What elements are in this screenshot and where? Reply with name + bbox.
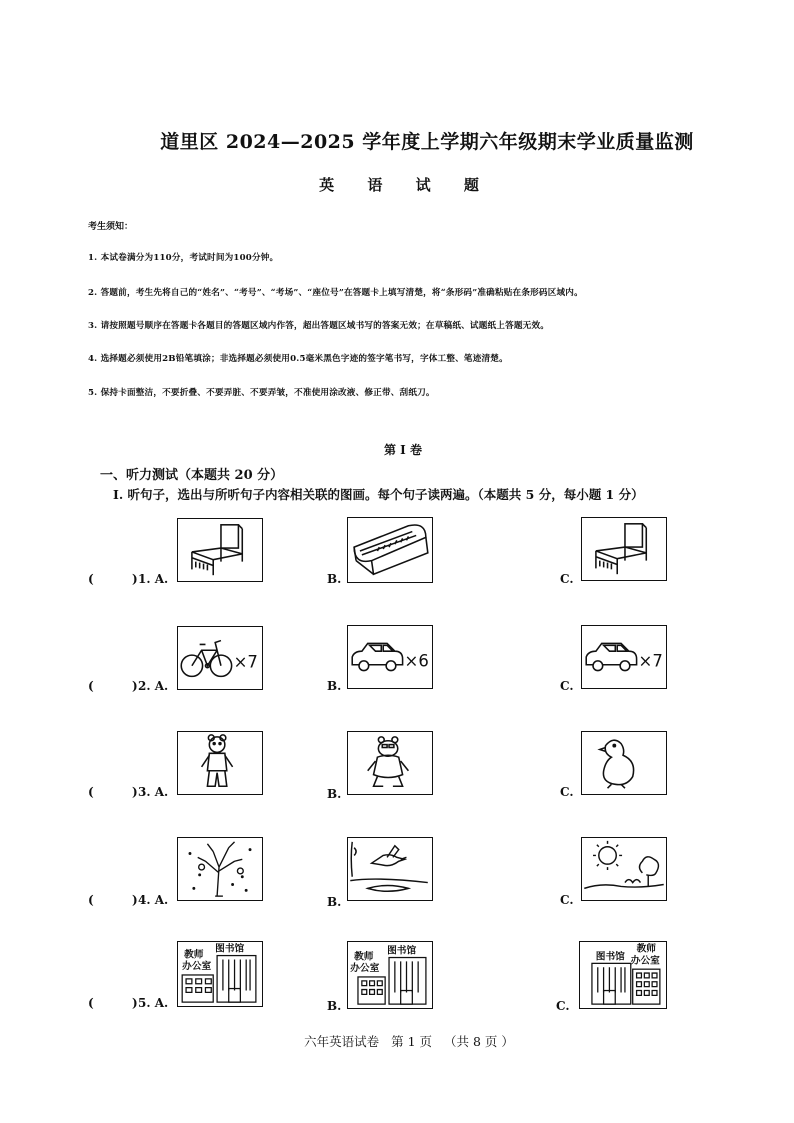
option-a-label: 2. A. <box>138 679 169 693</box>
office-label-b: 办公室 <box>630 955 660 967</box>
car-icon[interactable] <box>581 625 667 689</box>
option-a-label: 1. A. <box>138 572 169 586</box>
notice-item: 1. 本试卷满分为110分，考试时间为100分钟。 <box>88 253 279 263</box>
option-b-label: B. <box>327 895 342 909</box>
answer-paren-close: ) <box>132 572 138 586</box>
buildings-icon[interactable] <box>347 941 433 1009</box>
office-label-b: 办公室 <box>350 963 380 975</box>
multiplier-text: ×7 <box>638 651 663 671</box>
option-a-label: 3. A. <box>138 785 169 799</box>
option-c-label: C. <box>560 679 574 693</box>
option-b-label: B. <box>327 787 342 801</box>
option-a-label: 4. A. <box>138 893 169 907</box>
notice-item: 4. 选择题必须使用2B铅笔填涂；非选择题必须使用0.5毫米黑色字迹的签字笔书写，字体工整、笔迹清楚。 <box>88 354 508 364</box>
buildings-icon[interactable] <box>579 941 667 1009</box>
bear-standing-icon[interactable] <box>177 731 263 795</box>
multiplier-text: ×6 <box>404 651 429 671</box>
answer-paren-open[interactable]: ( <box>88 996 94 1010</box>
page-subtitle: 英 语 试 题 <box>319 176 493 194</box>
sun-tree-icon[interactable] <box>581 837 667 901</box>
office-label-a: 教师 <box>354 951 374 963</box>
answer-paren-open[interactable]: ( <box>88 893 94 907</box>
multiplier-text: ×7 <box>233 652 258 672</box>
answer-paren-close: ) <box>132 893 138 907</box>
section-instruction: I. 听句子，选出与所听句子内容相关联的图画。每个句子读两遍。（本题共 5 分，每小题 1 分） <box>113 487 644 502</box>
notice-item: 5. 保持卡面整洁，不要折叠、不要弄脏、不要弄皱，不准使用涂改液、修正带、刮纸刀。 <box>88 388 435 398</box>
office-label-b: 办公室 <box>182 961 212 973</box>
footer-exam-name: 六年英语试卷 <box>304 1034 380 1049</box>
option-b-label: B. <box>327 679 342 693</box>
footer-page-number: 第 1 页 <box>391 1034 433 1049</box>
office-label-a: 教师 <box>184 949 204 961</box>
section-title: 一、听力测试（本题共 20 分） <box>100 468 284 483</box>
page-title: 道里区 2024—2025 学年度上学期六年级期末学业质量监测 <box>160 131 694 153</box>
notice-item: 2. 答题前，考生先将自己的“姓名”、“考号”、“考场”、“座位号”在答题卡上填写清楚，将“条形码”准确粘贴在条形码区域内。 <box>88 288 583 298</box>
answer-paren-close: ) <box>132 785 138 799</box>
buildings-icon[interactable] <box>177 941 263 1007</box>
bike-icon[interactable] <box>177 626 263 690</box>
bird-river-icon[interactable] <box>347 837 433 901</box>
answer-paren-open[interactable]: ( <box>88 572 94 586</box>
option-b-label: B. <box>327 999 342 1013</box>
library-label: 图书馆 <box>387 945 417 957</box>
library-label: 图书馆 <box>595 951 625 963</box>
option-c-label: C. <box>560 572 574 586</box>
footer-page-total: （共 8 页 ） <box>444 1034 514 1049</box>
answer-paren-open[interactable]: ( <box>88 679 94 693</box>
option-c-label: C. <box>560 785 574 799</box>
answer-paren-close: ) <box>132 996 138 1010</box>
option-c-label: C. <box>560 893 574 907</box>
penguin-icon[interactable] <box>581 731 667 795</box>
option-b-label: B. <box>327 572 342 586</box>
chair-icon[interactable] <box>581 517 667 581</box>
notice-item: 3. 请按照题号顺序在答题卡各题目的答题区域内作答，超出答题区域书写的答案无效；在草稿纸、试题纸上答题无效。 <box>88 321 550 331</box>
winter-tree-icon[interactable] <box>177 837 263 901</box>
car-icon[interactable] <box>347 625 433 689</box>
office-label-a: 教师 <box>636 943 656 955</box>
option-c-label: C. <box>556 999 570 1013</box>
option-a-label: 5. A. <box>138 996 169 1010</box>
chair-icon[interactable] <box>177 518 263 582</box>
answer-paren-close: ) <box>132 679 138 693</box>
notice-heading: 考生须知： <box>88 222 134 232</box>
bear-sitting-icon[interactable] <box>347 731 433 795</box>
page-footer <box>0 1032 794 1050</box>
answer-paren-open[interactable]: ( <box>88 785 94 799</box>
part-title: 第 I 卷 <box>384 443 422 457</box>
pencil-box-icon[interactable] <box>347 517 433 583</box>
library-label: 图书馆 <box>215 943 245 955</box>
